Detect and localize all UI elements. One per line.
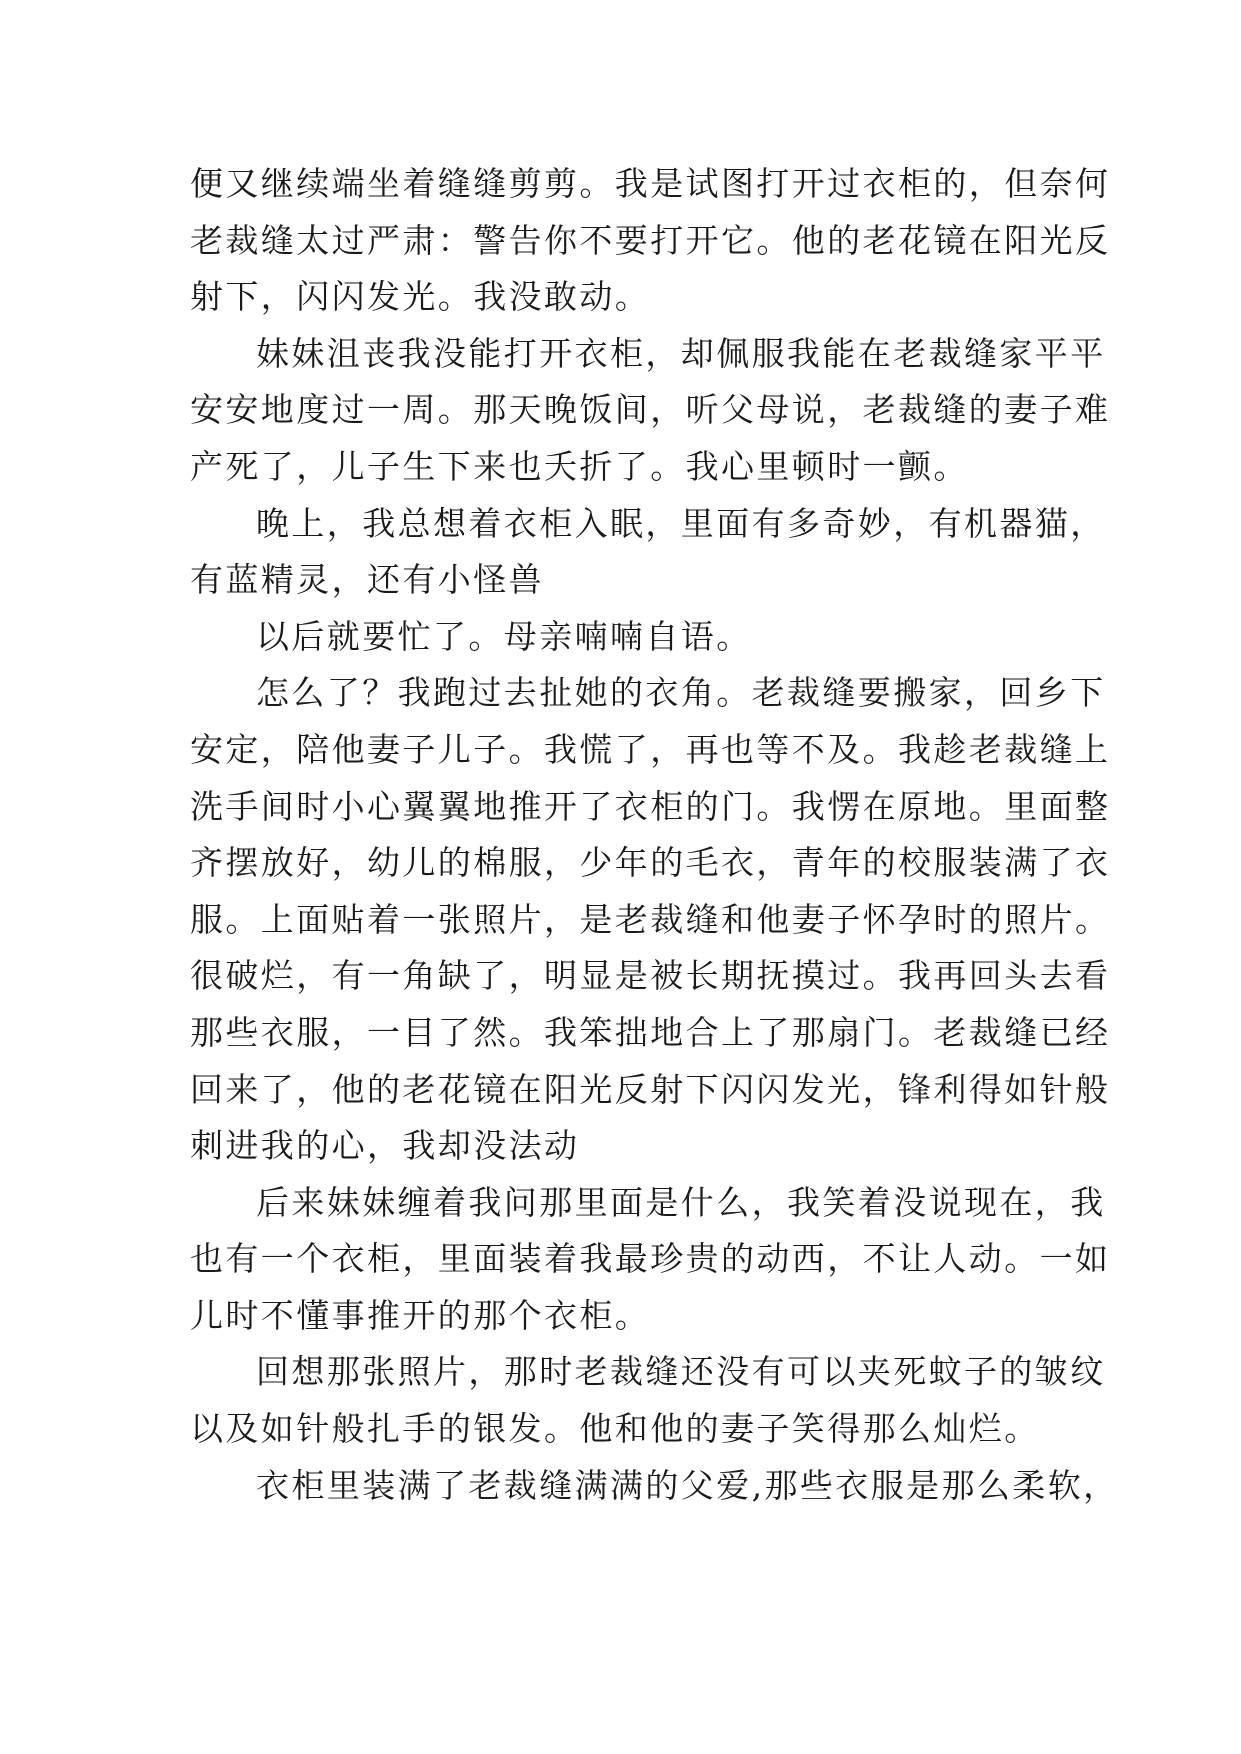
document-body	[190, 156, 1119, 1514]
text-line: 刺进我的心，我却没法动	[190, 1126, 580, 1166]
text-line: 很破烂，有一角缺了，明显是被长期抚摸过。我再回头去看	[190, 956, 1111, 996]
text-line: 以及如针般扎手的银发。他和他的妻子笑得那么灿烂。	[190, 1409, 1040, 1449]
paragraph-first-line: 晚上，我总想着衣柜入眠，里面有多奇妙，有机器猫，	[256, 503, 1106, 543]
text-line: 那些衣服，一目了然。我笨拙地合上了那扇门。老裁缝已经	[190, 1012, 1111, 1052]
text-line: 便又继续端坐着缝缝剪剪。我是试图打开过衣柜的，但奈何	[190, 164, 1111, 203]
text-line: 产死了，儿子生下来也夭折了。我心里顿时一颤。	[190, 446, 969, 486]
paragraph-first-line: 妹妹沮丧我没能打开衣柜，却佩服我能在老裁缝家平平	[256, 333, 1106, 373]
text-line: 也有一个衣柜，里面装着我最珍贵的动西，不让人动。一如	[190, 1239, 1111, 1279]
text-line: 齐摆放好，幼儿的棉服，少年的毛衣，青年的校服装满了衣	[190, 843, 1111, 883]
text-line: 安定，陪他妻子儿子。我慌了，再也等不及。我趁老裁缝上	[190, 729, 1111, 769]
paragraph-first-line: 后来妹妹缠着我问那里面是什么，我笑着没说现在，我	[256, 1182, 1106, 1222]
paragraph-first-line: 回想那张照片，那时老裁缝还没有可以夹死蚊子的皱纹	[256, 1352, 1106, 1392]
text-line: 儿时不懂事推开的那个衣柜。	[190, 1295, 651, 1335]
text-line: 服。上面贴着一张照片，是老裁缝和他妻子怀孕时的照片。	[190, 899, 1111, 939]
text-line: 射下，闪闪发光。我没敢动。	[190, 277, 651, 317]
paragraph-first-line: 怎么了？我跑过去扯她的衣角。老裁缝要搬家，回乡下	[256, 673, 1106, 713]
paragraph-first-line: 衣柜里装满了老裁缝满满的父爱,那些衣服是那么柔软，	[256, 1465, 1119, 1505]
text-line: 安安地度过一周。那天晚饭间，听父母说，老裁缝的妻子难	[190, 390, 1111, 430]
text-line: 老裁缝太过严肃：警告你不要打开它。他的老花镜在阳光反	[190, 220, 1111, 260]
paragraph-first-line: 以后就要忙了。母亲喃喃自语。	[256, 616, 752, 656]
text-line: 有蓝精灵，还有小怪兽	[190, 560, 544, 600]
text-line: 回来了，他的老花镜在阳光反射下闪闪发光，锋利得如针般	[190, 1069, 1111, 1109]
text-line: 洗手间时小心翼翼地推开了衣柜的门。我愣在原地。里面整	[190, 786, 1111, 826]
